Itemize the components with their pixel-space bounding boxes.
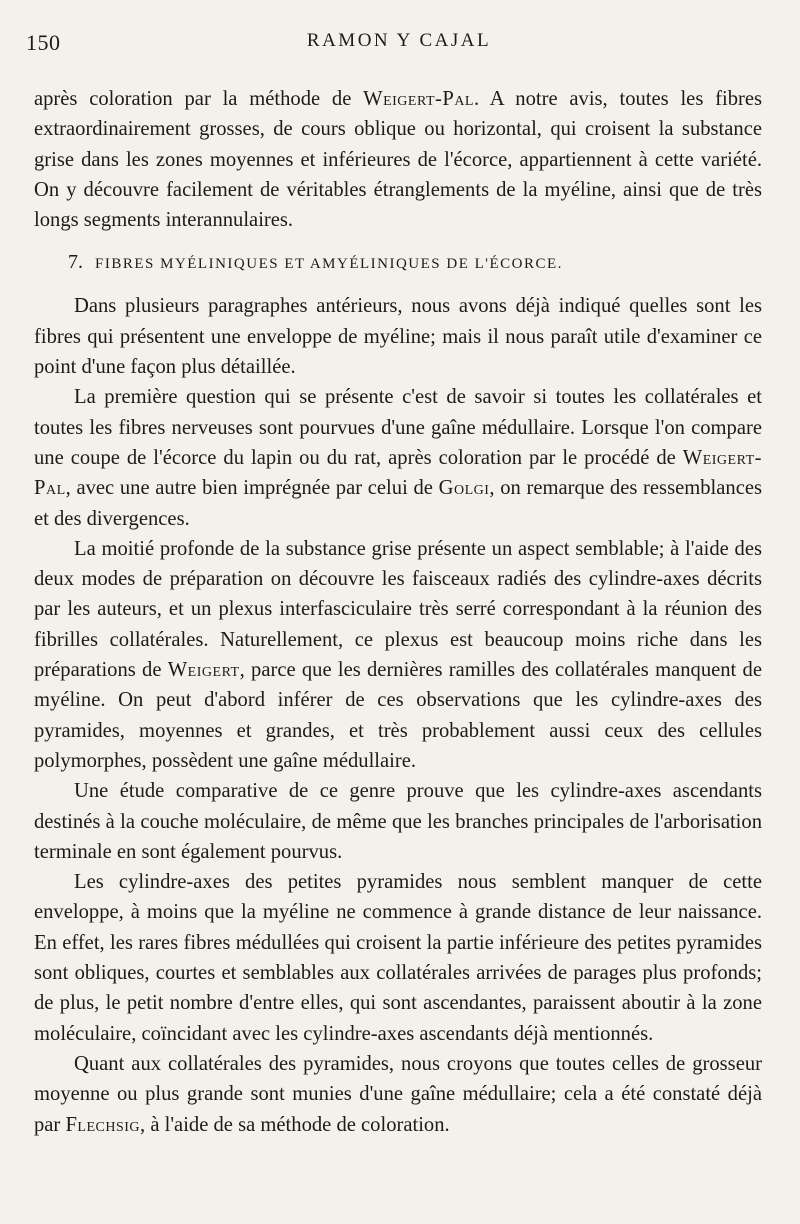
paragraph xyxy=(34,534,762,776)
intro-paragraphs xyxy=(34,84,762,235)
page-header xyxy=(14,26,784,60)
text-run: . A notre avis, toutes les fibres extraordinairement grosses, de cours oblique ou horizontal, qui croisent la substance grise dans les zones moyennes et inférieures de l'écorce, appartiennent à cette variété. On y découvre facilement de véritables étranglements de la myéline, ainsi que de très longs segments interannulaires. xyxy=(34,88,763,232)
section-number: 7. xyxy=(68,251,83,274)
text-run: après coloration par la méthode de xyxy=(34,88,364,110)
text-run: , avec une autre bien imprégnée par celui de xyxy=(65,477,439,500)
author-name: Flechsig xyxy=(65,1113,141,1136)
paragraph xyxy=(34,867,762,1049)
paragraph xyxy=(34,84,762,235)
section-heading xyxy=(34,247,762,279)
text-run: Quant aux collatérales des pyramides, nous croyons que toutes celles de grosseur moyenne ou plus grande sont munies d'une gaîne médullaire; cela a été constaté déjà par xyxy=(34,1052,762,1136)
author-name: Weigert-Pal xyxy=(34,446,762,500)
paragraph xyxy=(34,776,762,867)
text-run: La première question qui se présente c'est de savoir si toutes les collatérales et toutes les fibres nerveuses sont pourvues d'une gaîne médullaire. Lorsque l'on compare une coupe de l'écorce du lapin ou du rat, après coloration par le procédé de xyxy=(34,386,762,469)
running-head: RAMON Y CAJAL xyxy=(306,30,492,51)
author-name: Golgi xyxy=(438,477,490,500)
section-paragraphs xyxy=(34,291,762,1139)
text-run: , à l'aide de sa méthode de coloration. xyxy=(140,1113,450,1136)
text-run: La moitié profonde de la substance grise présente un aspect semblable; à l'aide des deux modes de préparation on découvre les faisceaux radiés des cylindre-axes décrits par les auteurs, et un plexus interfasciculaire très serré correspondant à la réunion des fibrilles collatérales. Naturellement, ce plexus est beaucoup moins riche dans les préparations de xyxy=(34,537,762,682)
paragraph xyxy=(34,382,762,533)
body-text xyxy=(34,84,762,1140)
section-title: FIBRES MYÉLINIQUES ET AMYÉLINIQUES DE L'ÉCORCE. xyxy=(95,256,563,273)
paragraph xyxy=(34,291,762,382)
paragraph xyxy=(34,1049,762,1140)
text-run: , parce que les dernières ramilles des collatérales manquent de myéline. On peut d'abord inférer de ces observations que les cylindre-axes des pyramides, moyennes et grandes, et très probablement aussi ceux des cellules polymorphes, possèdent une gaîne médullaire. xyxy=(34,659,762,772)
text-run: Une étude comparative de ce genre prouve que les cylindre-axes ascendants destinés à la couche moléculaire, de même que les branches principales de l'arborisation terminale en sont également pourvus. xyxy=(34,780,762,863)
text-run: Dans plusieurs paragraphes antérieurs, nous avons déjà indiqué quelles sont les fibres qui présentent une enveloppe de myéline; mais il nous paraît utile d'examiner ce point d'une façon plus détaillée. xyxy=(34,295,762,379)
author-name: Weigert-Pal xyxy=(363,88,474,110)
text-run: Les cylindre-axes des petites pyramides nous semblent manquer de cette enveloppe, à moins que la myéline ne commence à grande distance de leur naissance. En effet, les rares fibres médullées qui croisent la partie inférieure des petites pyramides sont obliques, courtes et semblables aux collatérales arrivées de parages plus profonds; de plus, le petit nombre d'entre elles, qui sont ascendantes, paraissent aboutir à la zone moléculaire, coïncidant avec les cylindre-axes ascendants déjà mentionnés. xyxy=(34,871,762,1045)
text-run: , on remarque des ressemblances et des divergences. xyxy=(34,477,762,530)
page-number: 150 xyxy=(26,30,61,55)
author-name: Weigert xyxy=(167,659,240,682)
